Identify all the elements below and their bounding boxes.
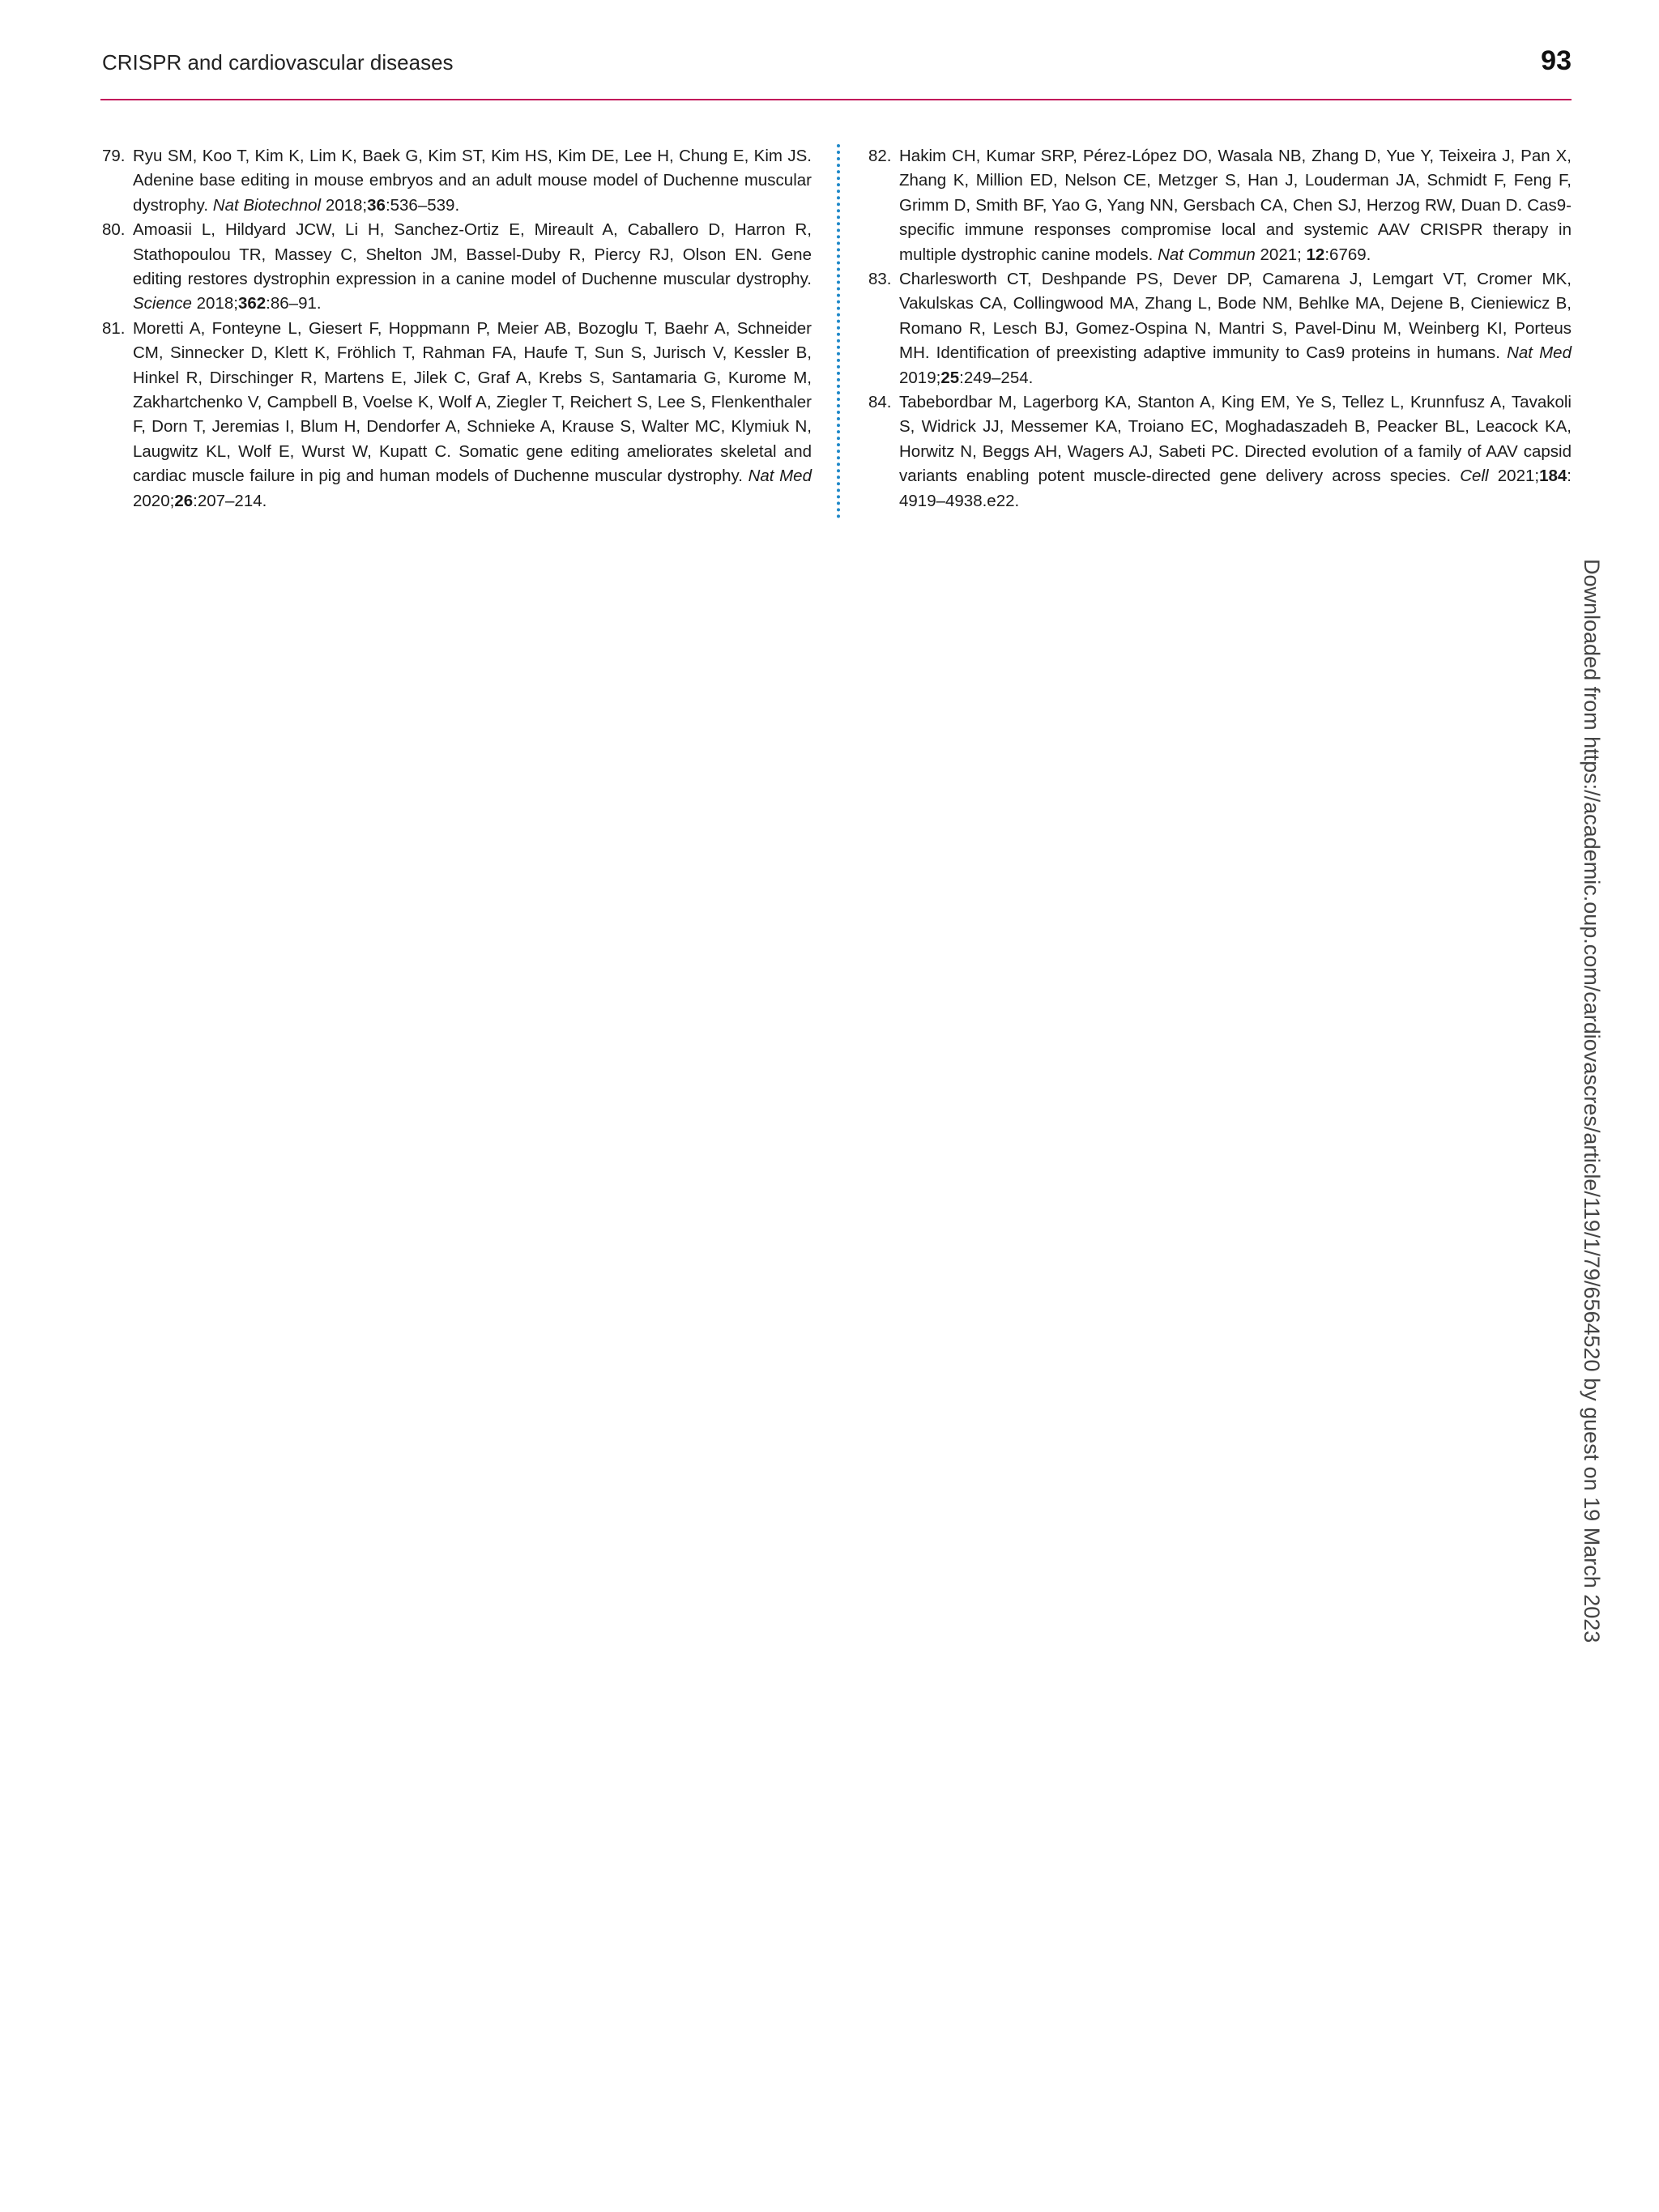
reference-volume: 25 [940, 368, 960, 387]
reference-text: Charlesworth CT, Deshpande PS, Dever DP, Camarena J, Lemgart VT, Cromer MK, Vakulskas CA, Collingwood MA, Zhang L, Bode NM, Behlke MA, Dejene B, Cieniewicz B, Romano R, Lesch BJ, Gomez-Ospina N, Mantri S, Pavel-Dinu M, Weinberg KI, Porteus MH. Identification of preexisting adaptive immunity to Cas9 proteins in humans. [899, 270, 1572, 363]
reference-text: Ryu SM, Koo T, Kim K, Lim K, Baek G, Kim ST, Kim HS, Kim DE, Lee H, Chung E, Kim JS. Adenine base editing in mouse embryos and an adult mouse model of Duchenne muscular dystrophy. [133, 147, 812, 215]
reference-journal: Nat Med [1507, 343, 1572, 363]
references-right-column [868, 144, 1572, 514]
reference-volume: 26 [174, 491, 194, 510]
reference-item [102, 317, 812, 514]
page-number: 93 [1541, 45, 1572, 76]
reference-number: 83. [868, 270, 892, 289]
reference-journal: Nat Commun [1158, 245, 1256, 264]
reference-item [102, 144, 812, 218]
reference-number: 81. [102, 318, 126, 338]
reference-year: 2018; [196, 294, 238, 313]
reference-volume: 184 [1539, 467, 1567, 486]
reference-text: Tabebordbar M, Lagerborg KA, Stanton A, King EM, Ye S, Tellez L, Krunnfusz A, Tavakoli S, Widrick JJ, Messemer KA, Troiano EC, Moghadaszadeh B, Peacker BL, Leacock KA, Horwitz N, Beggs AH, Wagers AJ, Sabeti PC. Directed evolution of a family of AAV capsid variants enabling potent muscle-directed gene delivery across species. [899, 393, 1572, 486]
reference-year: 2020; [133, 491, 175, 510]
header-rule [100, 99, 1572, 100]
reference-year: 2019; [899, 368, 941, 387]
reference-text: Moretti A, Fonteyne L, Giesert F, Hoppmann P, Meier AB, Bozoglu T, Baehr A, Schneider CM, Sinnecker D, Klett K, Fröhlich T, Rahman FA, Haufe T, Sun S, Jurisch V, Kessler B, Hinkel R, Dirschinger R, Martens E, Jilek C, Graf A, Krebs S, Santamaria G, Kurome M, Zakhartchenko V, Campbell B, Voelse K, Wolf A, Ziegler T, Reichert S, Lee S, Flenkenthaler F, Dorn T, Jeremias I, Blum H, Dendorfer A, Schnieke A, Krause S, Walter MC, Klymiuk N, Laugwitz KL, Wolf E, Wurst W, Kupatt C. Somatic gene editing ameliorates skeletal and cardiac muscle failure in pig and human models of Duchenne muscular dystrophy. [133, 318, 812, 486]
reference-pages: : 4919–4938.e22. [899, 467, 1572, 510]
reference-journal: Nat Med [748, 467, 812, 486]
reference-number: 82. [868, 147, 892, 165]
reference-volume: 36 [367, 195, 386, 215]
reference-number: 84. [868, 393, 892, 412]
reference-pages: :536–539. [385, 195, 460, 215]
references-left-column [102, 144, 812, 514]
reference-pages: :207–214. [193, 491, 267, 510]
reference-number: 79. [102, 147, 126, 165]
reference-item [868, 390, 1572, 514]
column-divider [837, 144, 840, 518]
reference-item [102, 218, 812, 317]
reference-journal: Science [133, 294, 192, 313]
reference-pages: :86–91. [266, 294, 322, 313]
reference-pages: :249–254. [959, 368, 1034, 387]
download-watermark-text: Downloaded from https://academic.oup.com/cardiovascres/article/119/1/79/6564520 by guest on 19 March 2023 [1580, 559, 1604, 1643]
running-header-title: CRISPR and cardiovascular diseases [102, 50, 454, 75]
reference-journal: Cell [1460, 467, 1489, 486]
reference-text: Hakim CH, Kumar SRP, Pérez-López DO, Wasala NB, Zhang D, Yue Y, Teixeira J, Pan X, Zhang K, Million ED, Nelson CE, Metzger S, Han J, Louderman JA, Schmidt F, Feng F, Grimm D, Smith BF, Yao G, Yang NN, Gersbach CA, Chen SJ, Herzog RW, Duan D. Cas9-specific immune responses compromise local and systemic AAV CRISPR therapy in multiple dystrophic canine models. [899, 147, 1572, 264]
reference-volume: 362 [237, 294, 267, 313]
reference-pages: :6769. [1324, 245, 1371, 264]
reference-text: Amoasii L, Hildyard JCW, Li H, Sanchez-Ortiz E, Mireault A, Caballero D, Harron R, Stathopoulou TR, Massey C, Shelton JM, Bassel-Duby R, Piercy RJ, Olson EN. Gene editing restores dystrophin expression in a canine model of Duchenne muscular dystrophy. [133, 220, 812, 289]
reference-item [868, 267, 1572, 390]
reference-year: 2021; [1497, 467, 1540, 486]
reference-year: 2021; [1260, 245, 1307, 264]
reference-volume: 12 [1306, 245, 1325, 264]
reference-year: 2018; [325, 195, 368, 215]
reference-journal: Nat Biotechnol [212, 195, 322, 215]
reference-item [868, 144, 1572, 267]
reference-number: 80. [102, 220, 126, 240]
